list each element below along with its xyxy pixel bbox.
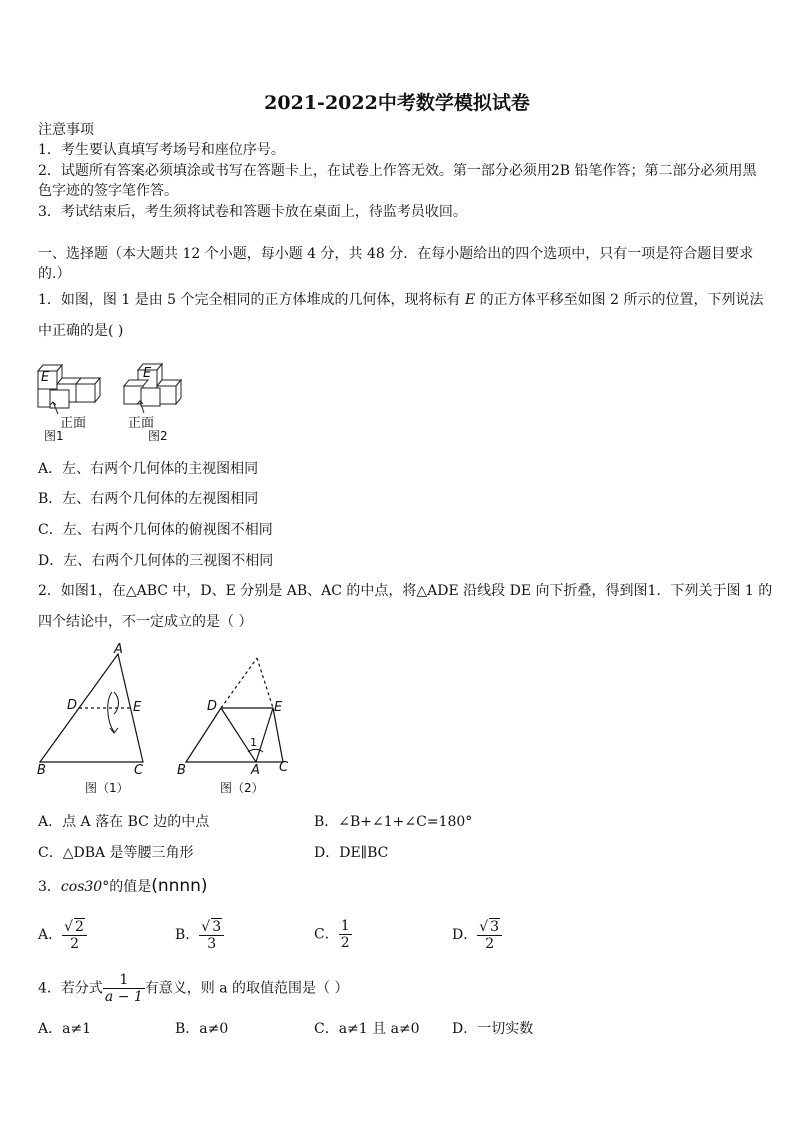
note-item-2: 2．试题所有答案必须填涂或书写在答题卡上，在试卷上作答无效。第一部分必须用2B 铅笔作答；第二部分必须用黑 <box>38 163 757 179</box>
note-item-3: 3．考试结束后，考生须将试卷和答题卡放在桌面上，待监考员收回。 <box>38 204 467 220</box>
q1-option-d: D．左、右两个几何体的三视图不相同 <box>38 553 274 569</box>
q1-fig1-caption: 图1 <box>44 429 64 443</box>
q4-stem: 4．若分式 $\frac{1}{a - 1}$ 有意义，则 a 的取值范围是（ ） <box>38 972 349 1005</box>
q2-fig2-label-c: C <box>279 760 289 775</box>
section-heading-cont: 的.） <box>38 266 71 282</box>
q2-fig2-label-d: D <box>207 699 218 714</box>
section-heading: 一、选择题（本大题共 12 个小题，每小题 4 分，共 48 分．在每小题给出的四个选项中，只有一项是符合题目要求 <box>38 246 754 262</box>
q3-stem: 3．cos30°的值是(nnnn) <box>38 876 208 896</box>
q3-option-c: C． $\frac{1}{2}$ <box>314 918 350 951</box>
q4-option-b: B．a≠0 <box>175 1021 229 1037</box>
q2-option-c: C．△DBA 是等腰三角形 <box>38 845 194 861</box>
q1-fig1-label-e: E <box>41 370 50 385</box>
note-item-1: 1．考生要认真填写考场号和座位序号。 <box>38 142 285 158</box>
q4-option-a: A．a≠1 <box>38 1021 92 1037</box>
q1-option-a: A．左、右两个几何体的主视图相同 <box>38 461 259 477</box>
q4-option-c: C．a≠1 且 a≠0 <box>314 1021 420 1037</box>
q2-stem: 2．如图1，在△ABC 中，D、E 分别是 AB、AC 的中点，将△ADE 沿线段 DE 向下折叠，得到图1．下列关于图 1 的 <box>38 583 773 599</box>
q2-fig1-caption: 图（1） <box>85 781 129 795</box>
page-title: 2021-2022中考数学模拟试卷 <box>264 92 530 114</box>
q2-fig1-label-c: C <box>134 763 144 778</box>
q2-option-d: D．DE∥BC <box>314 845 389 861</box>
q1-fig2-front: 正面 <box>128 416 155 431</box>
q2-option-b: B．∠B+∠1+∠C=180° <box>314 814 473 830</box>
q2-fig1-label-a: A <box>114 642 123 657</box>
q2-fig1-label-e: E <box>133 700 142 715</box>
note-item-2-cont: 色字迹的签字笔作答。 <box>38 183 178 199</box>
q1-option-c: C．左、右两个几何体的俯视图不相同 <box>38 522 273 538</box>
q3-option-a: A． $\frac{√ 2}{2}$ <box>38 918 87 952</box>
q1-stem: 1．如图，图 1 是由 5 个完全相同的正方体堆成的几何体，现将标有 E 的正方体平移至如图 2 所示的位置，下列说法 <box>38 292 764 308</box>
q2-stem-cont: 四个结论中，不一定成立的是（ ） <box>38 614 253 630</box>
q1-fig2-caption: 图2 <box>148 429 168 443</box>
q1-fig2-label-e: E <box>143 366 152 381</box>
q3-option-d: D． $\frac{√ 3}{2}$ <box>452 918 502 952</box>
q4-option-d: D．一切实数 <box>452 1021 534 1037</box>
notes-heading: 注意事项 <box>38 122 94 138</box>
q2-fig1-label-b: B <box>37 763 46 778</box>
q2-fig1-label-d: D <box>67 698 78 713</box>
q2-fig2-caption: 图（2） <box>220 781 264 795</box>
q2-fig2-angle-1: 1 <box>250 736 257 749</box>
q2-fig2-label-e: E <box>274 700 283 715</box>
q3-option-b: B． $\frac{√ 3}{3}$ <box>175 918 224 952</box>
q1-figure <box>36 354 196 442</box>
q1-fig1-front: 正面 <box>60 416 87 431</box>
q2-figure <box>34 644 294 796</box>
q2-option-a: A．点 A 落在 BC 边的中点 <box>38 814 210 830</box>
q1-stem-cont: 中正确的是( ) <box>38 323 124 339</box>
q1-option-b: B．左、右两个几何体的左视图相同 <box>38 491 259 507</box>
q2-fig2-label-b: B <box>177 763 186 778</box>
q2-fig2-label-a: A <box>251 763 260 778</box>
